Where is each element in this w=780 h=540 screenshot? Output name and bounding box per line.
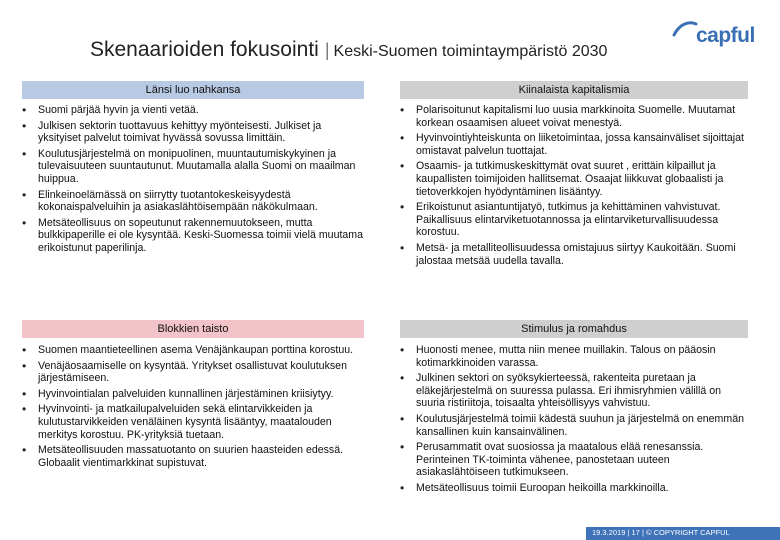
capful-logo xyxy=(656,20,766,52)
list-item: • Julkinen sektori on syöksykierteessä, rakenteita puretaan ja eläkejärjestelmä on suuressa pulassa. Eri ihmisryhmien välillä on suuria ristiriitoja, toisaalta yhteisöllisyys vahvistuu. xyxy=(400,372,748,410)
scenario-list xyxy=(22,104,364,255)
slide-title xyxy=(90,38,607,62)
list-item: • Metsäteollisuuden massatuotanto on suurien haasteiden edessä. Globaalit vientimarkkinat supistuvat. xyxy=(22,444,364,469)
capful-logo-icon xyxy=(672,20,698,40)
footer-separator: | xyxy=(627,528,630,537)
list-item: • Polarisoitunut kapitalismi luo uusia markkinoita Suomelle. Muutamat korkean osaamisen alueet voivat menestyä. xyxy=(400,104,748,129)
list-item: • Elinkeinoelämässä on siirrytty tuotantokeskeisyydestä kokonaispalveluihin ja asiakaslähtöisempään näkökulmaan. xyxy=(22,189,364,214)
list-item: • Osaamis- ja tutkimuskeskittymät ovat suuret , erittäin kilpaillut ja kaupallisten toimijoiden hallitsemat. Osaajat liikkuvat globaalisti ja tietoverkkojen hyödyntäminen lisääntyy. xyxy=(400,160,748,198)
scenario-list xyxy=(22,344,364,469)
scenario-panel-bottom-right xyxy=(400,320,748,495)
scenario-panel-bottom-left xyxy=(22,320,364,469)
list-item: • Metsäteollisuus on sopeutunut rakennemuutokseen, mutta bulkkipaperille ei ole kysyntää. Keski-Suomessa toimii vielä muutama erikoistunut paperilinja. xyxy=(22,217,364,255)
list-item: • Hyvinvointiyhteiskunta on liiketoimintaa, jossa kansainväliset sijoittajat omistavat palvelun tuottajat. xyxy=(400,132,748,157)
list-item: • Suomen maantieteellinen asema Venäjänkaupan porttina korostuu. xyxy=(22,344,364,357)
footer xyxy=(592,528,730,537)
list-item: • Metsä- ja metalliteollisuudessa omistajuus siirtyy Kaukoitään. Suomi jalostaa metsää uudella tavalla. xyxy=(400,242,748,267)
scenario-heading: Kiinalaista kapitalismia xyxy=(400,81,748,99)
list-item: • Venäjäosaamiselle on kysyntää. Yritykset osallistuvat koulutuksen järjestämiseen. xyxy=(22,360,364,385)
list-item: • Erikoistunut asiantuntijatyö, tutkimus ja kehittäminen vahvistuvat. Paikallisuus elintarviketuotannossa ja elintarviketurvallisuudessa korostuu. xyxy=(400,201,748,239)
list-item: • Hyvinvointi- ja matkailupalveluiden sekä elintarvikkeiden ja kulutustarvikkeiden venäläinen kysyntä lisääntyy, maatalouden merkitys korostuu. PK-yrityksiä tuetaan. xyxy=(22,403,364,441)
scenario-heading: Blokkien taisto xyxy=(22,320,364,338)
scenario-heading: Stimulus ja romahdus xyxy=(400,320,748,338)
logo-text: capful xyxy=(696,24,755,47)
list-item: • Perusammatit ovat suosiossa ja maatalous elää renesanssia. Perinteinen TK-toiminta vähenee, panostetaan uuteen asiakaslähtöiseen tutkimukseen. xyxy=(400,441,748,479)
list-item: • Huonosti menee, mutta niin menee muillakin. Talous on pääosin kotimarkkinoiden varassa. xyxy=(400,344,748,369)
title-separator: | xyxy=(324,40,330,60)
footer-date: 19.3.2019 xyxy=(592,528,626,537)
list-item: • Julkisen sektorin tuottavuus kehittyy myönteisesti. Julkiset ja yksityiset palvelut toimivat hyvässä sovussa limittäin. xyxy=(22,120,364,145)
title-main: Skenaarioiden fokusointi xyxy=(90,38,319,61)
list-item: • Koulutusjärjestelmä on monipuolinen, muuntautumiskykyinen ja tulevaisuuteen suuntautunut. Muutamalla alalla Suomi on maailman huippua. xyxy=(22,148,364,186)
scenario-panel-top-left xyxy=(22,81,364,255)
list-item: • Metsäteollisuus toimii Euroopan heikoilla markkinoilla. xyxy=(400,482,748,495)
scenario-list xyxy=(400,344,748,495)
footer-page-number: 17 xyxy=(631,528,640,537)
list-item: • Koulutusjärjestelmä toimii kädestä suuhun ja järjestelmä on enemmän kansallinen kuin kansainvälinen. xyxy=(400,413,748,438)
scenario-panel-top-right xyxy=(400,81,748,267)
list-item: • Hyvinvointialan palveluiden kunnallinen järjestäminen kriisiytyy. xyxy=(22,388,364,401)
scenario-heading: Länsi luo nahkansa xyxy=(22,81,364,99)
title-subtitle: Keski-Suomen toimintaympäristö 2030 xyxy=(333,43,608,60)
scenario-list xyxy=(400,104,748,267)
footer-separator: | xyxy=(641,528,644,537)
footer-copyright: © COPYRIGHT CAPFUL xyxy=(646,528,730,537)
list-item: • Suomi pärjää hyvin ja vienti vetää. xyxy=(22,104,364,117)
